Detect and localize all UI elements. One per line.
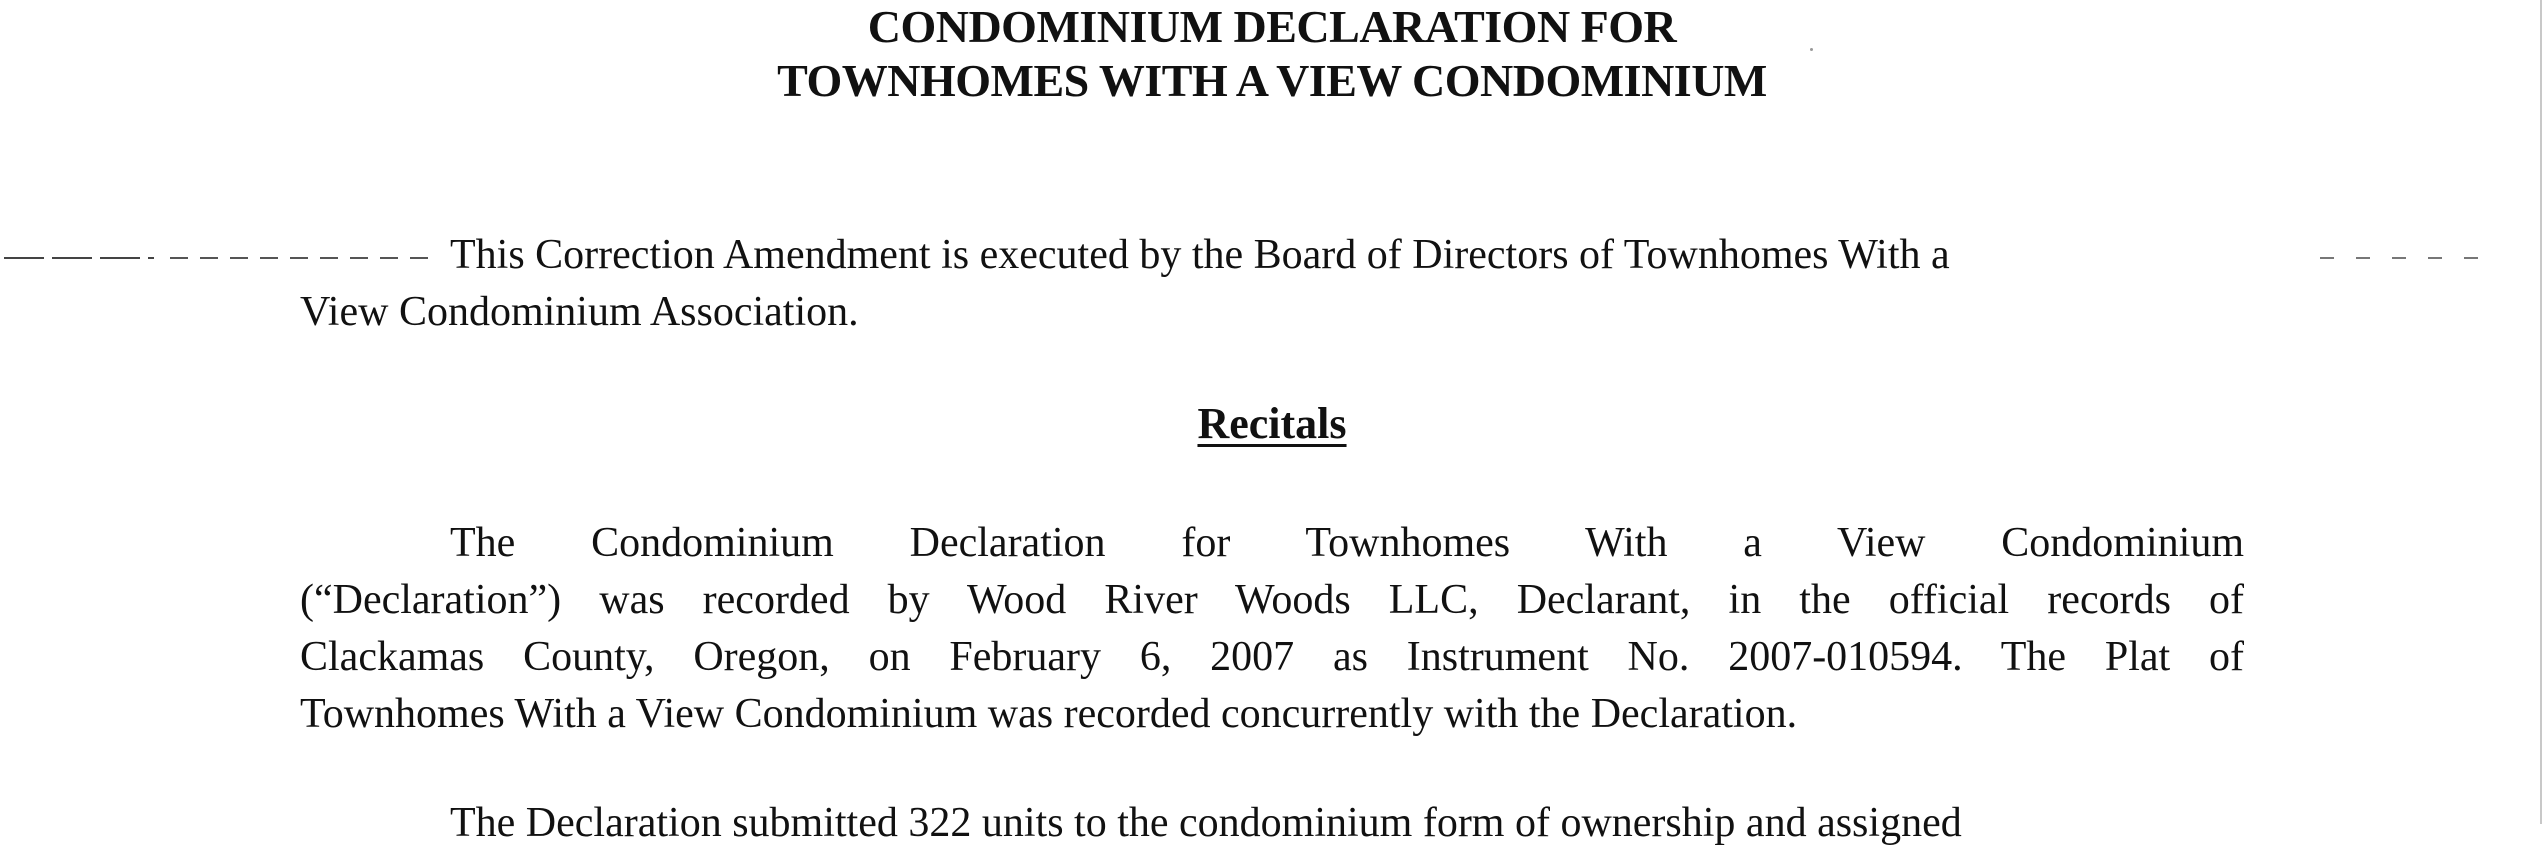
recitals-heading	[0, 398, 2544, 449]
recitals-paragraph	[300, 515, 2244, 743]
recitals-line-1: The Condominium Declaration for Townhomes With a View Condominium	[450, 520, 2244, 566]
intro-line-2: View Condominium Association.	[300, 289, 859, 335]
scan-dash-line-right	[2320, 257, 2500, 259]
recitals-heading-text: Recitals	[1197, 399, 1347, 448]
recitals-line-2: (“Declaration”) was recorded by Wood River Woods LLC, Declarant, in the official records of	[300, 577, 2244, 623]
recitals-line-4: Townhomes With a View Condominium was recorded concurrently with the Declaration.	[300, 691, 1798, 737]
intro-line-1: This Correction Amendment is executed by the Board of Directors of Townhomes With a	[450, 232, 1950, 278]
scan-edge-line	[2540, 0, 2542, 824]
intro-paragraph	[300, 227, 2244, 341]
next-paragraph-line-1: The Declaration submitted 322 units to the condominium form of ownership and assigned	[450, 800, 1962, 846]
document-title-line-1: CONDOMINIUM DECLARATION FOR	[867, 1, 1677, 52]
scan-speck	[1810, 48, 1813, 51]
recitals-line-3: Clackamas County, Oregon, on February 6, 2007 as Instrument No. 2007-010594. The Plat of	[300, 634, 2244, 680]
scan-dash-line-left	[4, 257, 154, 259]
document-title-line-2: TOWNHOMES WITH A VIEW CONDOMINIUM	[777, 55, 1767, 106]
